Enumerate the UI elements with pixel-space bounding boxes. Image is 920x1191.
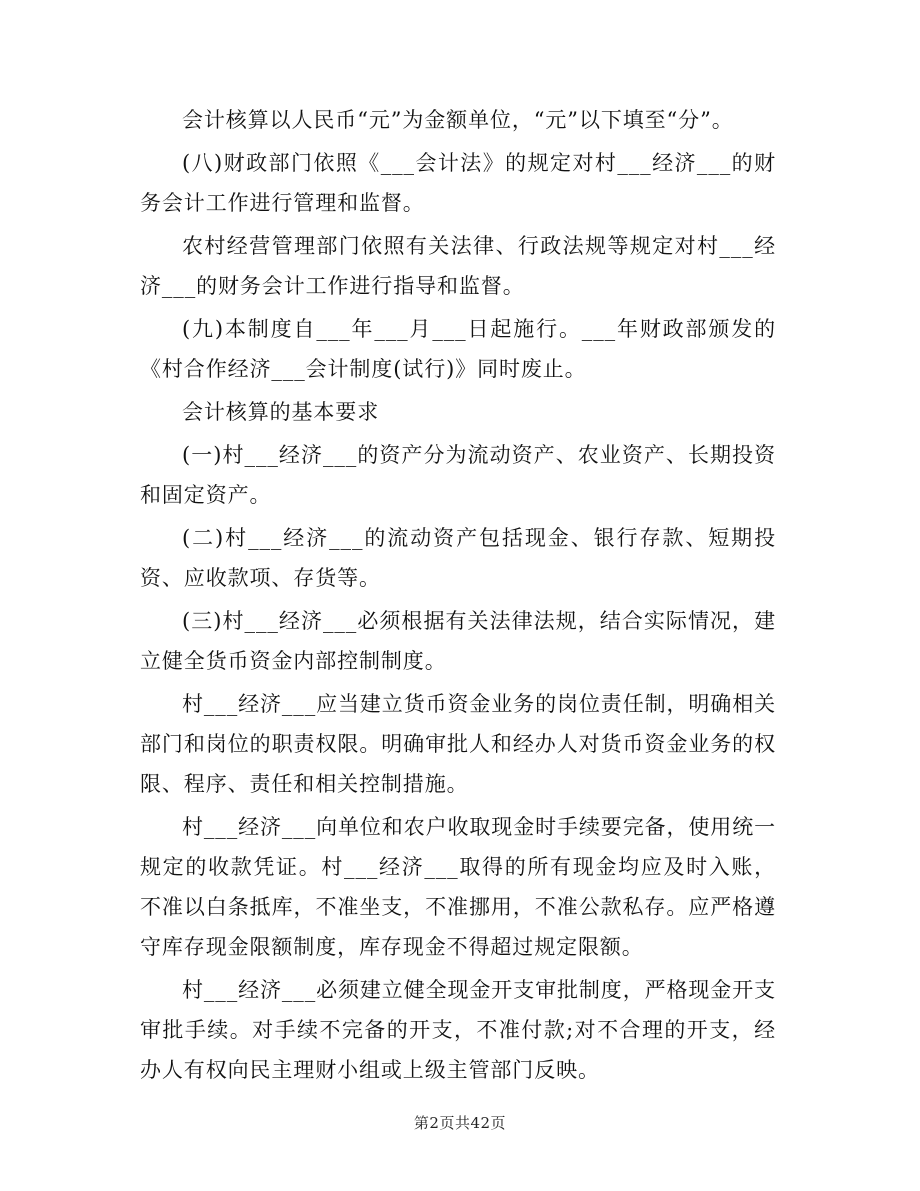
page-number: 第2页共42页	[413, 1114, 507, 1132]
paragraph-effective-date: (九)本制度自___年___月___日起施行。___年财政部颁发的《村合作经济___会计制度(试行)》同时废止。	[140, 317, 776, 381]
paragraph-internal-control: (三)村___经济___必须根据有关法律法规，结合实际情况，建立健全货币资金内部控制制度。	[140, 609, 776, 673]
paragraph-rural-management-guidance: 农村经营管理部门依照有关法律、行政法规等规定对村___经济___的财务会计工作进行指导和监督。	[140, 234, 776, 298]
paragraph-cash-approval: 村___经济___必须建立健全现金开支审批制度，严格现金开支审批手续。对手续不完备的开支，不准付款;对不合理的开支，经办人有权向民主理财小组或上级主管部门反映。	[140, 978, 776, 1082]
document-body	[140, 100, 776, 1093]
paragraph-currency-unit: 会计核算以人民币“元”为金额单位，“元”以下填至“分”。	[182, 108, 734, 132]
paragraph-job-responsibility: 村___经济___应当建立货币资金业务的岗位责任制，明确相关部门和岗位的职责权限。明确审批人和经办人对货币资金业务的权限、程序、责任和相关控制措施。	[140, 692, 776, 796]
paragraph-cash-collection: 村___经济___向单位和农户收取现金时手续要完备，使用统一规定的收款凭证。村___经济___取得的所有现金均应及时入账，不准以白条抵库，不准坐支，不准挪用，不准公款私存。应严格遵守库存现金限额制度，库存现金不得超过规定限额。	[140, 815, 776, 959]
paragraph-finance-supervision: (八)财政部门依照《___会计法》的规定对村___经济___的财务会计工作进行管理和监督。	[140, 151, 776, 215]
paragraph-asset-classification: (一)村___经济___的资产分为流动资产、农业资产、长期投资和固定资产。	[140, 443, 776, 507]
paragraph-current-assets: (二)村___经济___的流动资产包括现金、银行存款、短期投资、应收款项、存货等。	[140, 526, 776, 590]
section-heading-basic-requirements: 会计核算的基本要求	[182, 400, 380, 424]
